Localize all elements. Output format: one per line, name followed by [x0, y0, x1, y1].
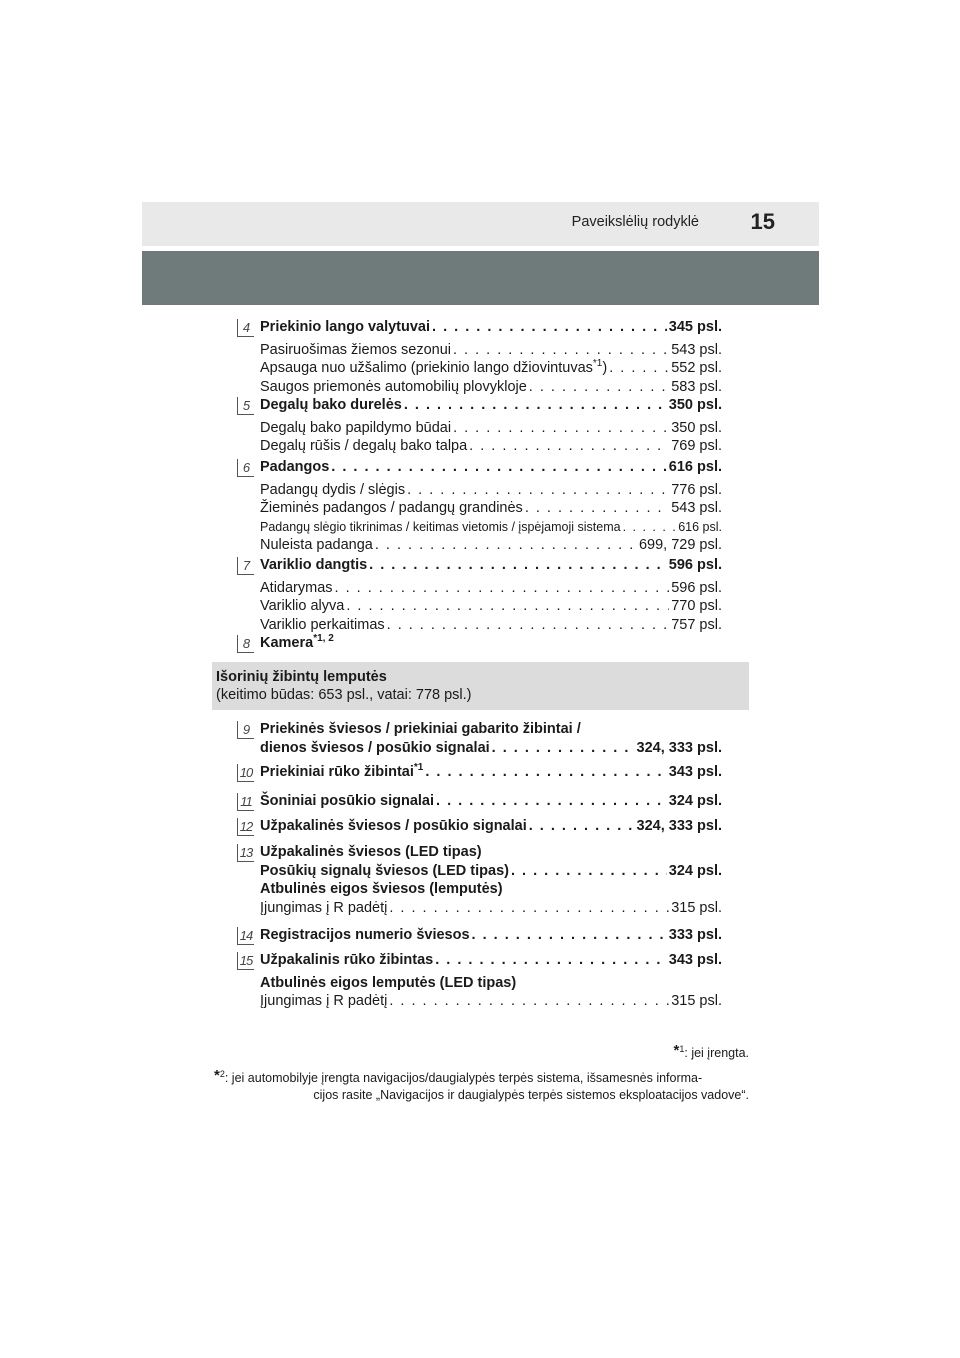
entry-text: Kamera [260, 635, 314, 651]
entry-label [260, 899, 387, 918]
index-subentry [260, 616, 722, 635]
info-box-title: Išorinių žibintų lemputės [216, 669, 387, 685]
page-reference: 350 psl. [668, 397, 722, 413]
dot-leader [525, 499, 669, 518]
entry-text: Padangų dydis / slėgis [260, 481, 406, 498]
item-number-marker: 12 [237, 818, 254, 836]
entry-text: Atbulinės eigos lemputės (LED tipas) [260, 974, 517, 991]
index-subentry [260, 499, 722, 518]
index-entry [260, 880, 722, 899]
footnote-2-sup: 2 [219, 1069, 225, 1079]
entry-label [260, 975, 516, 991]
dot-leader [623, 518, 677, 537]
entry-text: Registracijos numerio šviesos [260, 927, 470, 943]
item-number-marker: 4 [237, 319, 254, 337]
footnote-1-sup: 1 [679, 1044, 685, 1054]
page-reference: 315 psl. [671, 993, 722, 1009]
page-reference: 616 psl. [678, 519, 722, 534]
index-group [239, 817, 722, 836]
entry-text: Variklio perkaitimas [260, 616, 385, 633]
entry-text: Apsauga nuo užšalimo (priekinio lango džiovintuvas [260, 360, 593, 376]
dot-leader [529, 817, 635, 836]
item-number-marker: 5 [237, 397, 254, 415]
info-box [212, 662, 749, 710]
entry-label [260, 926, 470, 945]
item-number-marker: 7 [237, 557, 254, 575]
entry-label [260, 792, 434, 811]
entry-text: Padangų slėgio tikrinimas / keitimas vietomis / įspėjamoji sistema [260, 519, 621, 534]
entry-text: Variklio alyva [260, 598, 345, 614]
index-group [239, 843, 722, 917]
entry-text: Degalų rūšis / degalų bako talpa [260, 438, 468, 454]
index-entry [260, 634, 722, 653]
entry-label [260, 341, 451, 360]
page-reference: 543 psl. [671, 500, 722, 516]
entry-text: Atbulinės eigos šviesos (lemputės) [260, 881, 503, 897]
entry-text: Degalų bako papildymo būdai [260, 419, 452, 436]
footnote-2 [214, 1066, 749, 1104]
page-reference: 596 psl. [671, 579, 722, 596]
dot-leader [472, 926, 667, 945]
entry-text: Atidarymas [260, 579, 333, 596]
index-subentry [260, 518, 722, 537]
page-reference: 552 psl. [671, 360, 722, 376]
entry-label [260, 817, 527, 836]
dot-leader [375, 536, 637, 555]
index-subentry [260, 536, 722, 555]
entry-text: Saugos priemonės automobilių plovykloje [260, 378, 527, 395]
entry-text: Įjungimas į R padėtį [260, 899, 388, 916]
dot-leader [453, 341, 669, 360]
entry-label [260, 499, 523, 518]
index-entry [260, 974, 722, 993]
entry-text: Įjungimas į R padėtį [260, 993, 388, 1009]
page-reference: 699, 729 psl. [638, 537, 722, 553]
entry-label [260, 378, 527, 397]
dot-leader [609, 359, 669, 378]
page-reference: 770 psl. [671, 598, 722, 614]
entry-label [260, 951, 433, 970]
entry-text: Priekinės šviesos / priekiniai gabarito žibintai / [260, 721, 581, 737]
index-subentry [260, 437, 722, 456]
entry-text: Posūkių signalų šviesos (LED tipas) [260, 862, 509, 879]
index-subentry [260, 992, 722, 1011]
footnote-2-line1: : jei automobilyje įrengta navigacijos/daugialypės terpės sistema, išsamesnės informa- [224, 1071, 703, 1085]
item-number-marker: 10 [237, 764, 254, 782]
index-subentry [260, 579, 722, 598]
entry-label [260, 862, 509, 881]
item-number-marker: 8 [237, 635, 254, 653]
footnote-2-mark: * [214, 1067, 220, 1084]
index-group [242, 720, 722, 757]
dot-leader [453, 419, 669, 438]
entry-text: Variklio dangtis [260, 557, 368, 573]
index-group [242, 396, 722, 456]
entry-text: Nuleista padanga [260, 537, 373, 553]
index-group [242, 633, 722, 653]
index-entry [260, 318, 722, 337]
entry-text: Užpakalinis rūko žibintas [260, 952, 434, 968]
dot-leader [407, 481, 669, 500]
entry-label [260, 881, 503, 897]
entry-text-tail: ) [602, 360, 608, 376]
item-number-marker: 9 [237, 721, 254, 739]
dot-leader [425, 763, 666, 782]
dot-leader [404, 396, 667, 415]
index-entry [260, 458, 722, 477]
page-reference: 776 psl. [671, 481, 722, 498]
entry-label [260, 739, 490, 758]
page-reference: 350 psl. [671, 419, 722, 436]
index-entry [260, 556, 722, 575]
entry-label [260, 556, 367, 575]
dot-leader [335, 579, 670, 598]
index-subentry [260, 341, 722, 360]
dot-leader [387, 616, 670, 635]
footnote-1 [674, 1042, 749, 1060]
index-group [240, 792, 722, 811]
footnote-ref: *1 [413, 762, 424, 773]
item-number-marker: 6 [237, 459, 254, 477]
entry-text: Pasiruošimas žiemos sezonui [260, 341, 451, 358]
dot-leader [331, 458, 667, 477]
entry-label [260, 844, 482, 860]
entry-label [260, 579, 333, 598]
index-subentry [260, 419, 722, 438]
entry-text: Priekinio lango valytuvai [260, 319, 431, 335]
dot-leader [369, 556, 667, 575]
footnote-ref: *1, 2 [313, 633, 334, 644]
entry-text: Užpakalinės šviesos (LED tipas) [260, 844, 482, 860]
index-entry [260, 817, 722, 836]
entry-label [260, 597, 344, 616]
page-reference: 769 psl. [671, 438, 722, 454]
page-reference: 616 psl. [668, 459, 722, 475]
entry-label [260, 616, 385, 635]
page-reference: 345 psl. [668, 319, 722, 335]
dot-leader [346, 597, 669, 616]
index-entry [260, 739, 722, 758]
index-group [239, 926, 722, 945]
section-title: Paveikslėlių rodyklė [571, 214, 699, 230]
index-entry [260, 926, 722, 945]
page-reference: 333 psl. [668, 927, 722, 943]
index-group [242, 458, 722, 555]
index-group [242, 318, 722, 396]
entry-label [260, 763, 423, 782]
info-box-subtitle: (keitimo būdas: 653 psl., vatai: 778 psl.) [216, 687, 472, 703]
page-reference: 543 psl. [671, 341, 722, 358]
entry-label [260, 721, 581, 737]
footnote-1-mark: * [673, 1042, 680, 1059]
page-reference: 343 psl. [668, 952, 722, 968]
entry-label [260, 396, 402, 415]
index-entry [260, 951, 722, 970]
entry-label [260, 518, 621, 537]
entry-label [260, 481, 405, 500]
item-number-marker: 13 [237, 844, 254, 862]
page-reference: 324 psl. [668, 862, 722, 879]
dot-leader [469, 437, 669, 456]
index-entry [260, 862, 722, 881]
entry-text: Užpakalinės šviesos / posūkio signalai [260, 818, 527, 834]
dot-leader [529, 378, 669, 397]
entry-text: dienos šviesos / posūkio signalai [260, 739, 490, 756]
index-entry [260, 843, 722, 862]
dot-leader [435, 951, 667, 970]
index-subentry [260, 359, 722, 378]
footnote-1-text: : jei įrengta. [684, 1046, 749, 1060]
index-subentry [260, 481, 722, 500]
index-group [239, 951, 722, 1011]
page-reference: 324, 333 psl. [636, 739, 722, 756]
index-entry [260, 763, 722, 782]
page-reference: 596 psl. [668, 557, 722, 573]
entry-text: Šoniniai posūkio signalai [260, 793, 435, 809]
index-entry [260, 396, 722, 415]
dot-leader [389, 992, 669, 1011]
index-entry [260, 720, 722, 739]
item-number-marker: 14 [237, 927, 254, 945]
footnote-2-line2: cijos rasite „Navigacijos ir daugialypės terpės sistemos eksploatacijos vadove“. [313, 1088, 749, 1102]
entry-label [260, 437, 467, 456]
dot-leader [511, 862, 667, 881]
index-subentry [260, 597, 722, 616]
page-reference: 324, 333 psl. [636, 818, 722, 834]
entry-text: Degalų bako durelės [260, 397, 402, 413]
footnote-ref: *1 [592, 358, 603, 369]
index-group [239, 762, 722, 782]
page-reference: 324 psl. [668, 793, 722, 809]
entry-label [260, 992, 387, 1011]
entry-label [260, 536, 373, 555]
page-number: 15 [750, 209, 775, 234]
entry-label [260, 359, 607, 378]
entry-text: Žieminės padangos / padangų grandinės [260, 500, 523, 516]
title-band [142, 251, 819, 305]
index-subentry [260, 899, 722, 918]
page-reference: 315 psl. [671, 899, 722, 916]
page-reference: 757 psl. [671, 616, 722, 633]
item-number-marker: 15 [237, 952, 254, 970]
entry-text: Priekiniai rūko žibintai [260, 764, 414, 780]
dot-leader [492, 739, 635, 758]
page-reference: 583 psl. [671, 378, 722, 395]
page-reference: 343 psl. [668, 764, 722, 780]
dot-leader [389, 899, 669, 918]
entry-label [260, 318, 430, 337]
dot-leader [432, 318, 667, 337]
index-subentry [260, 378, 722, 397]
entry-label [260, 458, 329, 477]
entry-label [260, 419, 451, 438]
entry-text: Padangos [260, 459, 330, 475]
dot-leader [436, 792, 667, 811]
index-group [242, 556, 722, 634]
page-header [142, 202, 819, 246]
entry-label [260, 635, 334, 651]
item-number-marker: 11 [237, 793, 254, 811]
index-entry [260, 792, 722, 811]
